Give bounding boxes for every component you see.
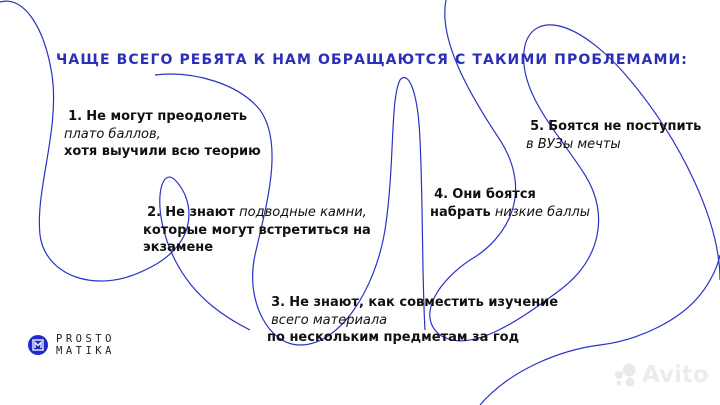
problem-3 — [267, 294, 558, 347]
problem-2-italic: подводные камни, — [239, 205, 367, 220]
problem-1 — [64, 108, 261, 161]
logo-line1: PROSTO — [56, 333, 115, 345]
problem-5 — [526, 118, 701, 153]
problem-5-title: Боятся не поступить — [548, 119, 702, 134]
problem-4-title: Они боятся — [452, 187, 536, 202]
problem-2-number: 2. — [147, 205, 162, 220]
curve-left — [0, 1, 250, 330]
page-headline: ЧАЩЕ ВСЕГО РЕБЯТА К НАМ ОБРАЩАЮТСЯ С ТАКИМИ ПРОБЛЕМАМИ: — [56, 52, 689, 68]
problem-2-line3: экзамене — [143, 240, 214, 255]
logo-m-icon — [28, 335, 48, 355]
problem-5-italic: в ВУЗы мечты — [526, 136, 621, 152]
avito-watermark-text: Avito — [642, 362, 709, 388]
avito-dots-icon — [612, 362, 638, 388]
problem-3-title: Не знают, как совместить изучение — [289, 295, 559, 310]
problem-4-number: 4. — [434, 187, 449, 202]
problem-1-italic: плато баллов, — [64, 126, 161, 142]
problem-1-number: 1. — [68, 109, 83, 124]
problem-2-line2: которые могут встретиться на — [143, 222, 371, 238]
problem-1-title: Не могут преодолеть — [86, 109, 247, 124]
logo-line2: MATIKA — [56, 345, 115, 357]
problem-3-number: 3. — [271, 295, 286, 310]
problem-4-bold2: набрать — [430, 204, 491, 220]
brand-logo — [28, 333, 115, 357]
problem-3-line3: по нескольким предметам за год — [267, 330, 520, 345]
problem-1-line3: хотя выучили всю теорию — [64, 144, 261, 159]
problem-4-italic: низкие баллы — [494, 204, 590, 220]
problem-5-number: 5. — [530, 119, 545, 134]
avito-watermark — [612, 362, 709, 388]
problem-2 — [143, 204, 371, 257]
problem-3-italic: всего материала — [271, 312, 388, 328]
problem-4 — [430, 186, 590, 221]
problem-2-title: Не знают — [165, 205, 235, 220]
